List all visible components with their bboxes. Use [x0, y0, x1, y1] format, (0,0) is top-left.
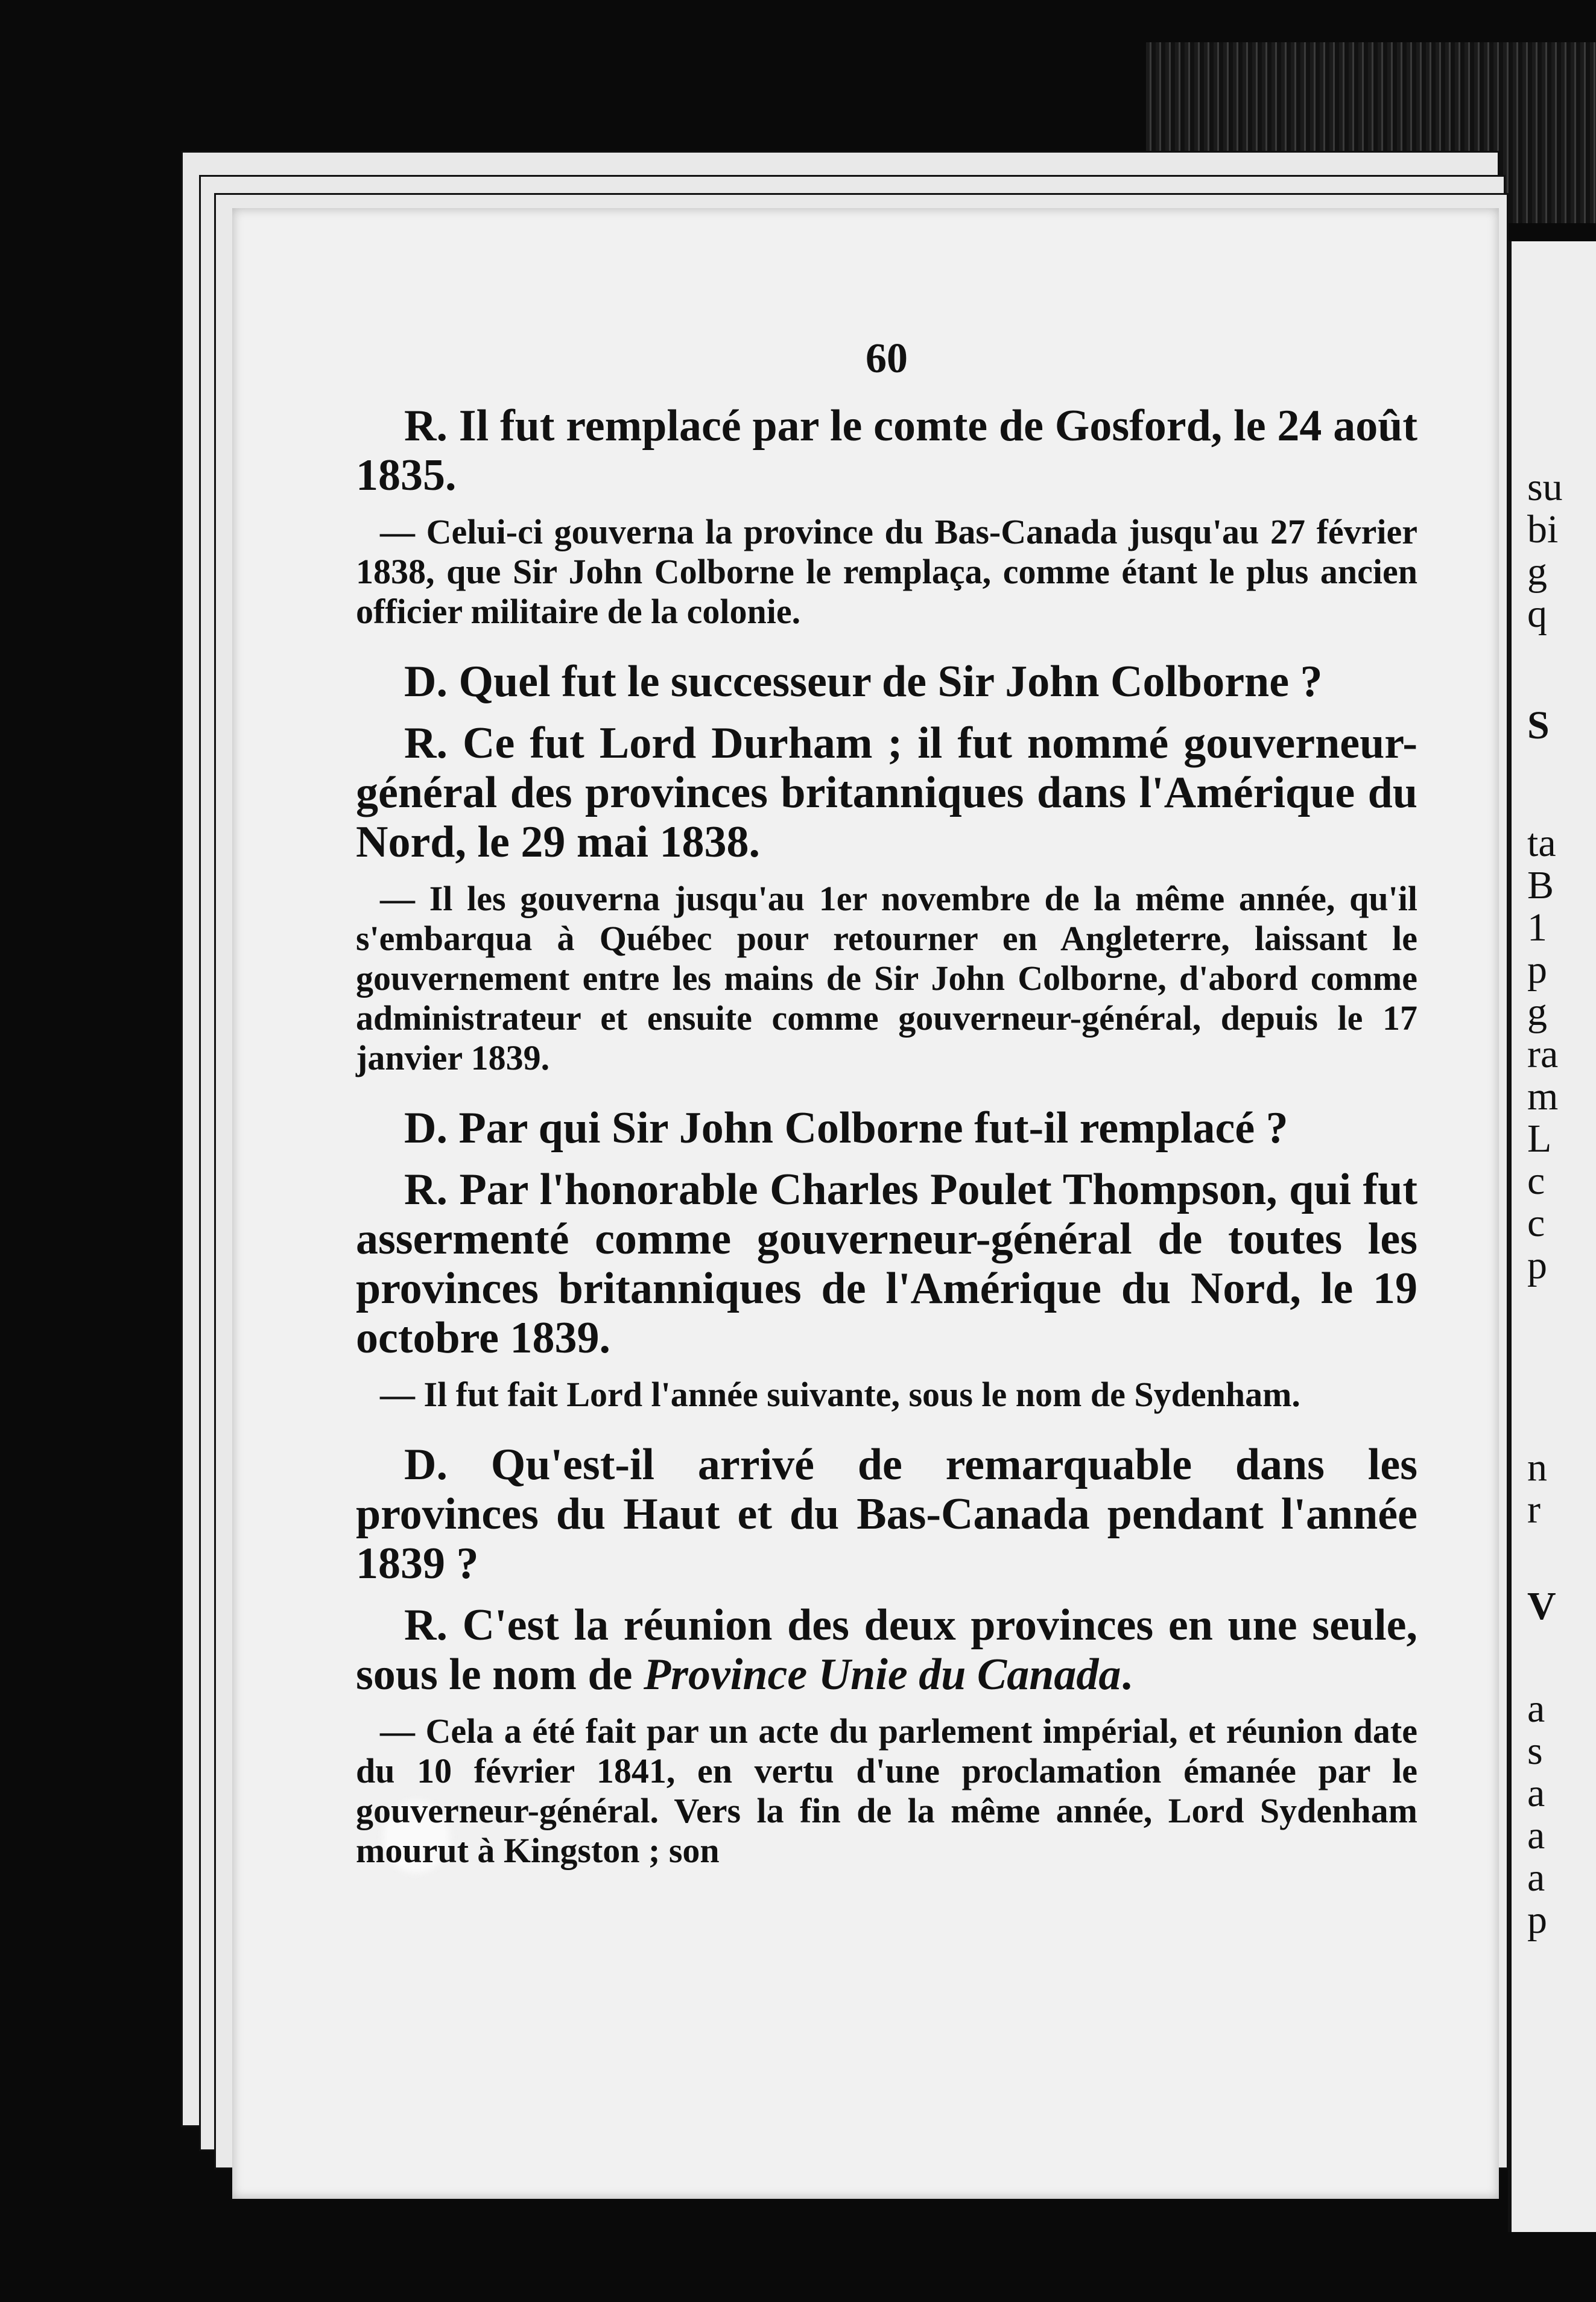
- page-number: 60: [866, 335, 908, 382]
- note-block: [356, 879, 1417, 1078]
- answer-marker: R.: [404, 1600, 448, 1650]
- facing-text-fragment: c: [1527, 1201, 1545, 1245]
- answer-block: [356, 1165, 1417, 1363]
- facing-text-fragment: a: [1527, 1813, 1545, 1857]
- answer-block: [356, 1600, 1417, 1699]
- question-block: [356, 657, 1417, 706]
- facing-text-fragment: p: [1527, 948, 1547, 992]
- facing-text-fragment: p: [1527, 1243, 1547, 1287]
- page-content: [356, 335, 1417, 1896]
- answer-text: Par l'honorable Charles Poulet Thompson, qui fut assermenté comme gouverneur-général de toutes les provinces britanniques de l'Amérique du Nord, le 19 octobre 1839.: [356, 1165, 1417, 1363]
- note-text: — Cela a été fait par un acte du parlement impérial, et réunion date du 10 février 1841, en vertu d'une proclamation émanée par le gouverneur-général. Vers la fin de la même année, Lord Sydenham mourut à Kingston ; son: [356, 1711, 1417, 1870]
- answer-marker: R.: [404, 401, 448, 451]
- facing-text-fragment: r: [1527, 1488, 1541, 1532]
- answer-text-italic: Province Unie du Canada: [643, 1650, 1121, 1699]
- note-text: — Il fut fait Lord l'année suivante, sous le nom de Sydenham.: [380, 1375, 1300, 1414]
- note-text: — Il les gouverna jusqu'au 1er novembre de la même année, qu'il s'embarqua à Québec pour retourner en Angleterre, laissant le gouvernement entre les mains de Sir John Colborne, d'abord comme administrateur et ensuite comme gouverneur-général, depuis le 17 janvier 1839.: [356, 879, 1417, 1077]
- facing-text-fragment: q: [1527, 592, 1547, 636]
- answer-text: Il fut remplacé par le comte de Gosford, le 24 août 1835.: [356, 401, 1417, 500]
- answer-text-after: .: [1121, 1650, 1132, 1699]
- facing-text-fragment: g: [1527, 550, 1547, 594]
- facing-text-fragment: ra: [1527, 1032, 1559, 1076]
- question-text: Par qui Sir John Colborne fut-il remplacé ?: [458, 1103, 1288, 1153]
- facing-text-fragment: ta: [1527, 821, 1556, 865]
- facing-text-fragment: g: [1527, 990, 1547, 1034]
- book-page: [232, 208, 1499, 2199]
- answer-block: [356, 718, 1417, 867]
- facing-text-fragment: B: [1527, 863, 1554, 907]
- question-text: Qu'est-il arrivé de remarquable dans les provinces du Haut et du Bas-Canada pendant l'année 1839 ?: [356, 1440, 1417, 1588]
- facing-text-fragment: L: [1527, 1117, 1552, 1161]
- facing-text-fragment: m: [1527, 1074, 1559, 1118]
- facing-text-fragment: S: [1527, 703, 1550, 747]
- note-block: [356, 1711, 1417, 1871]
- facing-page-fragment: [1508, 241, 1596, 2232]
- question-marker: D.: [404, 1440, 448, 1489]
- facing-text-fragment: c: [1527, 1159, 1545, 1203]
- question-block: [356, 1440, 1417, 1588]
- facing-text-fragment: n: [1527, 1445, 1547, 1489]
- facing-text-fragment: p: [1527, 1898, 1547, 1942]
- facing-text-fragment: V: [1527, 1584, 1556, 1628]
- facing-text-fragment: su: [1527, 465, 1563, 509]
- facing-text-fragment: bi: [1527, 507, 1559, 551]
- answer-block: [356, 401, 1417, 500]
- answer-text-before: C'est la réunion des deux provinces en une seule, sous le nom de: [356, 1600, 1417, 1699]
- question-marker: D.: [404, 1103, 448, 1153]
- answer-text: Ce fut Lord Durham ; il fut nommé gouverneur-général des provinces britanniques dans l'Amérique du Nord, le 29 mai 1838.: [356, 718, 1417, 867]
- answer-marker: R.: [404, 1165, 448, 1214]
- note-text: — Celui-ci gouverna la province du Bas-Canada jusqu'au 27 février 1838, que Sir John Colborne le remplaça, comme étant le plus ancien officier militaire de la colonie.: [356, 512, 1417, 631]
- facing-text-fragment: a: [1527, 1771, 1545, 1815]
- facing-text-fragment: a: [1527, 1856, 1545, 1900]
- note-block: [356, 1375, 1417, 1415]
- question-block: [356, 1103, 1417, 1153]
- facing-text-fragment: s: [1527, 1729, 1543, 1773]
- facing-text-fragment: 1: [1527, 905, 1547, 950]
- facing-text-fragment: a: [1527, 1687, 1545, 1731]
- note-block: [356, 512, 1417, 632]
- question-text: Quel fut le successeur de Sir John Colborne ?: [458, 657, 1323, 706]
- answer-marker: R.: [404, 718, 448, 768]
- question-marker: D.: [404, 657, 448, 706]
